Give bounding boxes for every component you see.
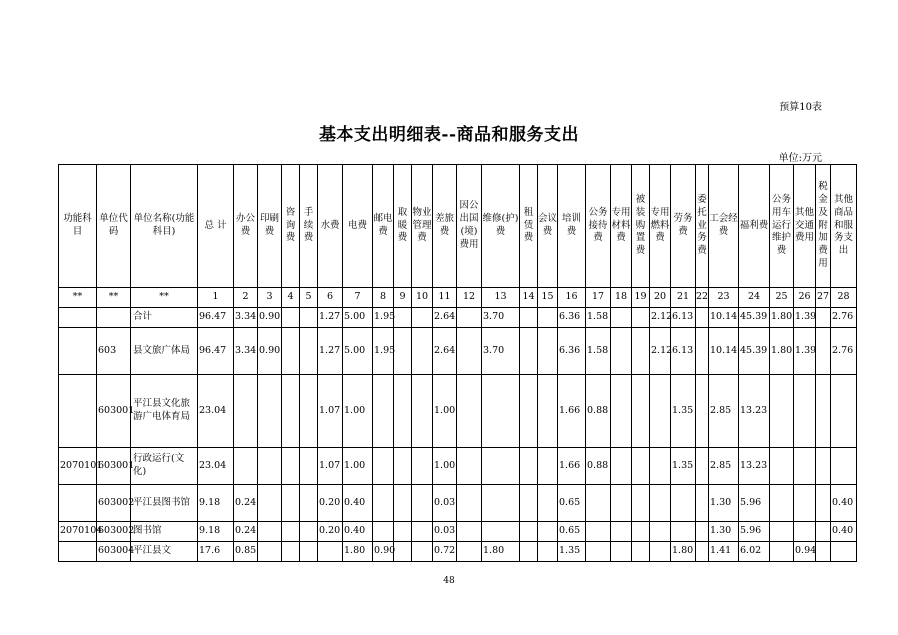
amount-cell — [671, 522, 696, 542]
amount-cell — [482, 485, 520, 522]
amount-cell: 23.04 — [198, 448, 234, 485]
amount-cell: 6.36 — [558, 328, 586, 375]
amount-cell — [696, 375, 709, 448]
column-header: 电费 — [343, 165, 373, 288]
amount-cell: 5.00 — [343, 328, 373, 375]
amount-cell: 1.00 — [343, 375, 373, 448]
amount-cell: 1.41 — [709, 542, 739, 562]
amount-cell — [282, 375, 300, 448]
unit-name-cell: 合计 — [131, 308, 198, 328]
amount-cell — [586, 542, 611, 562]
column-header: 劳务费 — [671, 165, 696, 288]
column-index: 6 — [318, 288, 343, 308]
amount-cell: 0.40 — [343, 485, 373, 522]
amount-cell: 23.04 — [198, 375, 234, 448]
column-header: 物业管理费 — [412, 165, 433, 288]
amount-cell — [520, 485, 538, 522]
amount-cell — [831, 542, 857, 562]
amount-cell: 2.76 — [831, 308, 857, 328]
amount-cell: 0.24 — [234, 485, 258, 522]
amount-cell — [611, 308, 632, 328]
amount-cell: 96.47 — [198, 308, 234, 328]
column-header: 公务接待费 — [586, 165, 611, 288]
amount-cell: 5.00 — [343, 308, 373, 328]
amount-cell — [632, 448, 650, 485]
table-number-label: 预算10表 — [779, 102, 822, 113]
amount-cell — [770, 448, 794, 485]
column-index: 21 — [671, 288, 696, 308]
amount-cell — [482, 448, 520, 485]
function-code-cell — [59, 375, 97, 448]
unit-code-cell: 603004 — [97, 542, 131, 562]
table-row — [59, 485, 857, 522]
amount-cell — [696, 448, 709, 485]
amount-cell — [632, 522, 650, 542]
table-row — [59, 542, 857, 562]
amount-cell: 6.02 — [739, 542, 770, 562]
amount-cell — [282, 485, 300, 522]
amount-cell: 0.40 — [831, 522, 857, 542]
amount-cell — [816, 485, 831, 522]
amount-cell — [520, 375, 538, 448]
column-index: 18 — [611, 288, 632, 308]
amount-cell: 1.00 — [433, 375, 457, 448]
amount-cell: 9.18 — [198, 522, 234, 542]
amount-cell — [696, 328, 709, 375]
amount-cell: 96.47 — [198, 328, 234, 375]
amount-cell: 5.96 — [739, 522, 770, 542]
amount-cell — [282, 328, 300, 375]
amount-cell — [412, 522, 433, 542]
amount-cell — [318, 542, 343, 562]
column-header: 单位代码 — [97, 165, 131, 288]
amount-cell — [611, 542, 632, 562]
amount-cell: 0.94 — [794, 542, 816, 562]
amount-cell — [482, 522, 520, 542]
amount-cell — [611, 522, 632, 542]
column-header: 被装购置费 — [632, 165, 650, 288]
amount-cell: 2.64 — [433, 308, 457, 328]
amount-cell: 2.85 — [709, 448, 739, 485]
amount-cell — [770, 542, 794, 562]
column-index: 15 — [538, 288, 558, 308]
amount-cell — [394, 485, 412, 522]
amount-cell: 17.6 — [198, 542, 234, 562]
column-header: 租赁费 — [520, 165, 538, 288]
column-index: 1 — [198, 288, 234, 308]
column-header: 水费 — [318, 165, 343, 288]
amount-cell — [538, 485, 558, 522]
amount-cell — [520, 448, 538, 485]
amount-cell — [794, 375, 816, 448]
amount-cell: 0.88 — [586, 375, 611, 448]
amount-cell — [300, 328, 318, 375]
amount-cell — [457, 328, 482, 375]
amount-cell: 1.35 — [671, 375, 696, 448]
column-index: 20 — [650, 288, 671, 308]
amount-cell: 6.13 — [671, 308, 696, 328]
amount-cell: 0.65 — [558, 485, 586, 522]
amount-cell — [696, 522, 709, 542]
amount-cell — [831, 375, 857, 448]
column-index: ** — [59, 288, 97, 308]
column-index: 3 — [258, 288, 282, 308]
amount-cell: 0.85 — [234, 542, 258, 562]
unit-code-cell: 603001 — [97, 448, 131, 485]
amount-cell: 1.07 — [318, 448, 343, 485]
amount-cell — [696, 485, 709, 522]
amount-cell — [300, 485, 318, 522]
column-index: 19 — [632, 288, 650, 308]
amount-cell — [520, 542, 538, 562]
column-index: 9 — [394, 288, 412, 308]
column-index: 10 — [412, 288, 433, 308]
amount-cell — [373, 375, 394, 448]
amount-cell — [234, 375, 258, 448]
amount-cell — [373, 448, 394, 485]
amount-cell — [770, 485, 794, 522]
column-index: 24 — [739, 288, 770, 308]
unit-code-cell: 603002 — [97, 522, 131, 542]
amount-cell: 1.30 — [709, 485, 739, 522]
amount-cell — [650, 542, 671, 562]
amount-cell — [538, 375, 558, 448]
amount-cell — [650, 448, 671, 485]
amount-cell: 1.35 — [671, 448, 696, 485]
amount-cell: 0.03 — [433, 522, 457, 542]
amount-cell: 45.39 — [739, 328, 770, 375]
column-index: 28 — [831, 288, 857, 308]
column-index: 27 — [816, 288, 831, 308]
amount-cell: 10.14 — [709, 328, 739, 375]
amount-cell: 0.90 — [373, 542, 394, 562]
unit-code-cell: 603 — [97, 328, 131, 375]
column-index: 8 — [373, 288, 394, 308]
amount-cell — [611, 375, 632, 448]
amount-cell: 1.58 — [586, 328, 611, 375]
amount-cell — [611, 485, 632, 522]
column-header: 其他交通费用 — [794, 165, 816, 288]
amount-cell: 13.23 — [739, 448, 770, 485]
amount-cell: 2.85 — [709, 375, 739, 448]
amount-cell: 2.64 — [433, 328, 457, 375]
column-index-row — [59, 288, 857, 308]
unit-name-cell: 平江县文 — [131, 542, 198, 562]
column-header: 总 计 — [198, 165, 234, 288]
amount-cell: 1.80 — [482, 542, 520, 562]
amount-cell — [632, 308, 650, 328]
amount-cell — [794, 448, 816, 485]
amount-cell — [816, 308, 831, 328]
column-index: 22 — [696, 288, 709, 308]
column-index: 14 — [520, 288, 538, 308]
amount-cell — [258, 542, 282, 562]
column-header: 公务用车运行维护费 — [770, 165, 794, 288]
unit-name-cell: 平江县图书馆 — [131, 485, 198, 522]
amount-cell: 1.95 — [373, 308, 394, 328]
amount-cell — [282, 308, 300, 328]
amount-cell — [300, 375, 318, 448]
amount-cell: 1.39 — [794, 308, 816, 328]
column-header: 印刷费 — [258, 165, 282, 288]
amount-cell — [770, 375, 794, 448]
function-code-cell — [59, 542, 97, 562]
amount-cell — [394, 375, 412, 448]
column-header: 专用燃料费 — [650, 165, 671, 288]
amount-cell: 0.90 — [258, 308, 282, 328]
function-code-cell: 2070104 — [59, 522, 97, 542]
unit-name-cell: 县文旅广体局 — [131, 328, 198, 375]
amount-cell: 45.39 — [739, 308, 770, 328]
amount-cell — [520, 328, 538, 375]
column-header: 专用材料费 — [611, 165, 632, 288]
amount-cell — [457, 542, 482, 562]
column-index: 13 — [482, 288, 520, 308]
amount-cell — [632, 485, 650, 522]
amount-cell: 1.39 — [794, 328, 816, 375]
table-row — [59, 328, 857, 375]
column-index: 5 — [300, 288, 318, 308]
amount-cell: 1.58 — [586, 308, 611, 328]
amount-cell — [412, 375, 433, 448]
table-row — [59, 308, 857, 328]
unit-label: 单位:万元 — [778, 153, 822, 164]
amount-cell — [282, 542, 300, 562]
amount-cell — [300, 522, 318, 542]
amount-cell — [611, 448, 632, 485]
amount-cell: 0.20 — [318, 522, 343, 542]
amount-cell: 0.40 — [343, 522, 373, 542]
amount-cell: 1.80 — [343, 542, 373, 562]
amount-cell — [282, 522, 300, 542]
column-header: 咨询费 — [282, 165, 300, 288]
amount-cell — [794, 522, 816, 542]
amount-cell — [538, 522, 558, 542]
amount-cell: 3.70 — [482, 328, 520, 375]
column-header: 功能科目 — [59, 165, 97, 288]
amount-cell: 0.24 — [234, 522, 258, 542]
amount-cell — [632, 328, 650, 375]
amount-cell: 1.66 — [558, 375, 586, 448]
function-code-cell — [59, 308, 97, 328]
unit-name-cell: 平江县文化旅游广电体育局 — [131, 375, 198, 448]
amount-cell: 3.34 — [234, 308, 258, 328]
unit-name-cell: 图书馆 — [131, 522, 198, 542]
amount-cell — [457, 308, 482, 328]
amount-cell: 1.80 — [770, 328, 794, 375]
column-index: 16 — [558, 288, 586, 308]
amount-cell — [457, 375, 482, 448]
unit-code-cell: 603001 — [97, 375, 131, 448]
column-header: 培训费 — [558, 165, 586, 288]
amount-cell — [538, 328, 558, 375]
column-header: 手续费 — [300, 165, 318, 288]
amount-cell — [300, 542, 318, 562]
amount-cell — [457, 522, 482, 542]
amount-cell — [650, 375, 671, 448]
amount-cell — [671, 485, 696, 522]
unit-code-cell: 603002 — [97, 485, 131, 522]
amount-cell: 13.23 — [739, 375, 770, 448]
amount-cell: 0.65 — [558, 522, 586, 542]
column-index: 17 — [586, 288, 611, 308]
unit-code-cell — [97, 308, 131, 328]
amount-cell: 1.95 — [373, 328, 394, 375]
column-header: 工会经费 — [709, 165, 739, 288]
amount-cell: 6.13 — [671, 328, 696, 375]
amount-cell — [538, 448, 558, 485]
amount-cell — [816, 448, 831, 485]
amount-cell — [373, 485, 394, 522]
amount-cell — [696, 542, 709, 562]
amount-cell — [412, 448, 433, 485]
amount-cell: 3.70 — [482, 308, 520, 328]
amount-cell: 2.12 — [650, 308, 671, 328]
amount-cell: 1.35 — [558, 542, 586, 562]
amount-cell — [394, 522, 412, 542]
amount-cell — [394, 542, 412, 562]
amount-cell — [482, 375, 520, 448]
expense-detail-table — [58, 164, 857, 562]
column-header: 取暖费 — [394, 165, 412, 288]
amount-cell — [394, 328, 412, 375]
amount-cell — [394, 308, 412, 328]
amount-cell — [282, 448, 300, 485]
amount-cell — [373, 522, 394, 542]
column-index: 11 — [433, 288, 457, 308]
amount-cell — [520, 308, 538, 328]
column-index: 12 — [457, 288, 482, 308]
amount-cell — [632, 375, 650, 448]
column-index: 7 — [343, 288, 373, 308]
function-code-cell — [59, 328, 97, 375]
column-header: 办公费 — [234, 165, 258, 288]
amount-cell: 0.72 — [433, 542, 457, 562]
amount-cell — [234, 448, 258, 485]
amount-cell: 2.12 — [650, 328, 671, 375]
amount-cell: 1.27 — [318, 328, 343, 375]
amount-cell — [696, 308, 709, 328]
column-index: 23 — [709, 288, 739, 308]
amount-cell — [816, 522, 831, 542]
amount-cell — [258, 485, 282, 522]
column-header: 差旅费 — [433, 165, 457, 288]
column-header: 税金及附加费用 — [816, 165, 831, 288]
amount-cell — [412, 328, 433, 375]
amount-cell: 1.00 — [343, 448, 373, 485]
column-index: 25 — [770, 288, 794, 308]
amount-cell: 1.66 — [558, 448, 586, 485]
amount-cell: 9.18 — [198, 485, 234, 522]
amount-cell — [412, 308, 433, 328]
amount-cell — [831, 448, 857, 485]
amount-cell: 1.80 — [671, 542, 696, 562]
header-row — [59, 165, 857, 288]
amount-cell: 10.14 — [709, 308, 739, 328]
column-index: ** — [97, 288, 131, 308]
amount-cell: 0.88 — [586, 448, 611, 485]
amount-cell: 1.27 — [318, 308, 343, 328]
amount-cell — [412, 485, 433, 522]
amount-cell: 0.90 — [258, 328, 282, 375]
amount-cell — [816, 328, 831, 375]
page-number: 48 — [443, 576, 455, 586]
amount-cell — [457, 485, 482, 522]
amount-cell — [457, 448, 482, 485]
amount-cell — [300, 308, 318, 328]
column-header: 委托业务费 — [696, 165, 709, 288]
amount-cell: 3.34 — [234, 328, 258, 375]
amount-cell — [650, 485, 671, 522]
column-index: 2 — [234, 288, 258, 308]
amount-cell: 6.36 — [558, 308, 586, 328]
unit-name-cell: 行政运行(文化) — [131, 448, 198, 485]
amount-cell — [816, 542, 831, 562]
amount-cell — [816, 375, 831, 448]
amount-cell — [794, 485, 816, 522]
column-index: 26 — [794, 288, 816, 308]
column-header: 其他商品和服务支出 — [831, 165, 857, 288]
amount-cell: 1.07 — [318, 375, 343, 448]
amount-cell — [394, 448, 412, 485]
column-header: 单位名称(功能科目) — [131, 165, 198, 288]
column-header: 维修(护)费 — [482, 165, 520, 288]
column-header: 邮电费 — [373, 165, 394, 288]
column-header: 福利费 — [739, 165, 770, 288]
column-header: 因公出国(境)费用 — [457, 165, 482, 288]
amount-cell: 5.96 — [739, 485, 770, 522]
amount-cell — [258, 375, 282, 448]
function-code-cell — [59, 485, 97, 522]
amount-cell — [300, 448, 318, 485]
amount-cell: 1.30 — [709, 522, 739, 542]
amount-cell: 1.80 — [770, 308, 794, 328]
amount-cell — [258, 522, 282, 542]
amount-cell — [611, 328, 632, 375]
table-row — [59, 375, 857, 448]
amount-cell: 2.76 — [831, 328, 857, 375]
amount-cell — [586, 522, 611, 542]
column-index: ** — [131, 288, 198, 308]
page-title: 基本支出明细表--商品和服务支出 — [318, 125, 580, 145]
amount-cell — [586, 485, 611, 522]
amount-cell — [538, 308, 558, 328]
column-index: 4 — [282, 288, 300, 308]
amount-cell — [538, 542, 558, 562]
amount-cell — [650, 522, 671, 542]
function-code-cell: 2070101 — [59, 448, 97, 485]
amount-cell: 0.20 — [318, 485, 343, 522]
amount-cell: 0.03 — [433, 485, 457, 522]
table-row — [59, 522, 857, 542]
amount-cell — [770, 522, 794, 542]
column-header: 会议费 — [538, 165, 558, 288]
amount-cell — [412, 542, 433, 562]
amount-cell: 0.40 — [831, 485, 857, 522]
amount-cell — [258, 448, 282, 485]
amount-cell — [520, 522, 538, 542]
amount-cell: 1.00 — [433, 448, 457, 485]
table-row — [59, 448, 857, 485]
amount-cell — [632, 542, 650, 562]
